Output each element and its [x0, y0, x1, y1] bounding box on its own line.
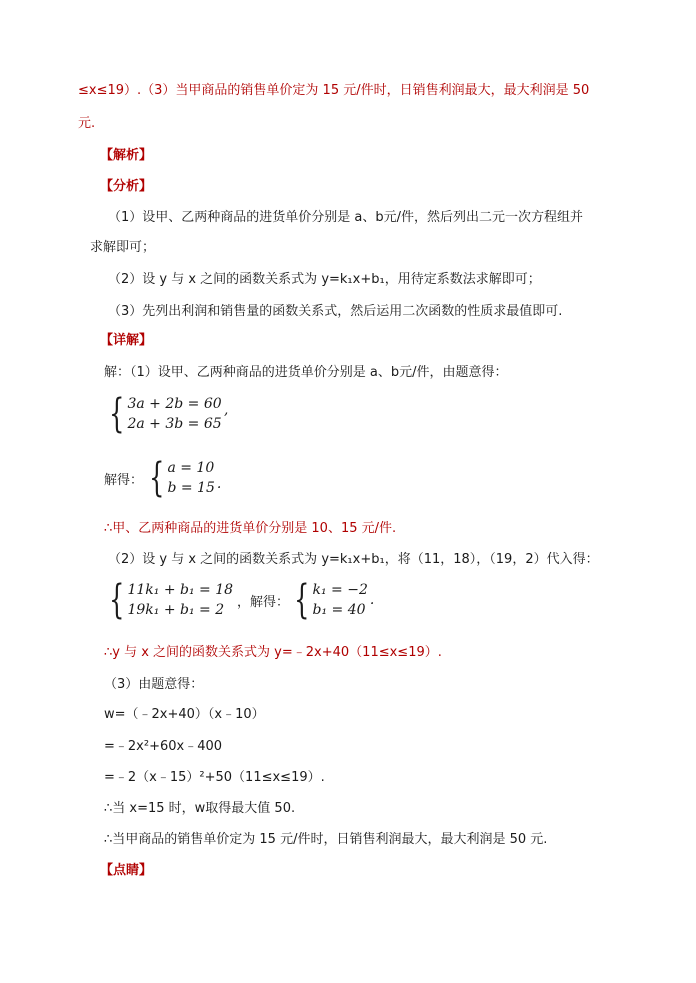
profit-expression-line-2: =﹣2x²+60x﹣400 — [104, 739, 223, 754]
section-xiangjie-heading: 【详解】 — [100, 333, 153, 348]
left-brace: { — [109, 577, 125, 623]
left-brace: { — [109, 391, 125, 437]
analysis-step-1-cont: 求解即可； — [90, 240, 156, 255]
solution-part-2-result: ∴y 与 x 之间的函数关系式为 y=﹣2x+40（11≤x≤19）. — [104, 645, 442, 660]
equation-3a: 11k₁ + b₁ = 18 — [127, 582, 234, 598]
equation-3b: 19k₁ + b₁ = 2 — [127, 602, 225, 618]
max-value-line: ∴当 x=15 时，w取得最大值 50. — [104, 801, 296, 816]
profit-expression-line-3: =﹣2（x﹣15）²+50（11≤x≤19）. — [104, 770, 325, 785]
equation-1b: 2a + 3b = 65 — [127, 416, 222, 432]
section-dianjing-heading: 【点睛】 — [100, 863, 153, 878]
analysis-step-3: （3）先列出利润和销售量的函数关系式，然后运用二次函数的性质求最值即可. — [108, 304, 563, 319]
solution-part-2-intro: （2）设 y 与 x 之间的函数关系式为 y=k₁x+b₁，将（11，18），（19，2）代入得： — [108, 552, 599, 567]
equation-2b: b = 15 — [167, 480, 215, 496]
answer-end-line: 元. — [78, 116, 96, 131]
solution-part-3-intro: （3）由题意得： — [104, 677, 204, 692]
analysis-step-1: （1）设甲、乙两种商品的进货单价分别是 a、b元/件，然后列出二元一次方程组并 — [108, 210, 584, 225]
section-fenxi-heading: 【分析】 — [100, 179, 153, 194]
left-brace: { — [149, 455, 165, 501]
equation-system-1 — [104, 391, 229, 437]
equation-1a: 3a + 2b = 60 — [127, 396, 222, 412]
solve-label: 解得： — [104, 473, 144, 488]
analysis-step-2: （2）设 y 与 x 之间的函数关系式为 y=k₁x+b₁，用待定系数法求解即可； — [108, 272, 541, 287]
solution-part-1-intro: 解：（1）设甲、乙两种商品的进货单价分别是 a、b元/件，由题意得： — [104, 365, 508, 380]
system-3-mid-label: ，解得： — [237, 594, 290, 610]
system-2-tail: . — [216, 476, 222, 492]
system-1-tail: ’ — [223, 411, 229, 427]
equation-4b: b₁ = 40 — [312, 602, 366, 618]
section-jiexi-heading: 【解析】 — [100, 148, 153, 163]
left-brace: { — [294, 577, 310, 623]
solution-part-1-result: ∴甲、乙两种商品的进货单价分别是 10、15 元/件. — [104, 521, 397, 536]
profit-expression-line-1: w=（﹣2x+40）（x﹣10） — [104, 707, 265, 722]
equation-2a: a = 10 — [167, 460, 215, 476]
equation-system-2 — [144, 455, 222, 501]
final-conclusion-line: ∴当甲商品的销售单价定为 15 元/件时，日销售利润最大，最大利润是 50 元. — [104, 832, 548, 847]
equation-system-3 — [104, 577, 375, 623]
equation-4a: k₁ = −2 — [312, 582, 368, 598]
answer-continued-line: ≤x≤19）.（3）当甲商品的销售单价定为 15 元/件时，日销售利润最大，最大利润是 50 — [78, 83, 590, 98]
system-4-tail: . — [369, 592, 375, 608]
